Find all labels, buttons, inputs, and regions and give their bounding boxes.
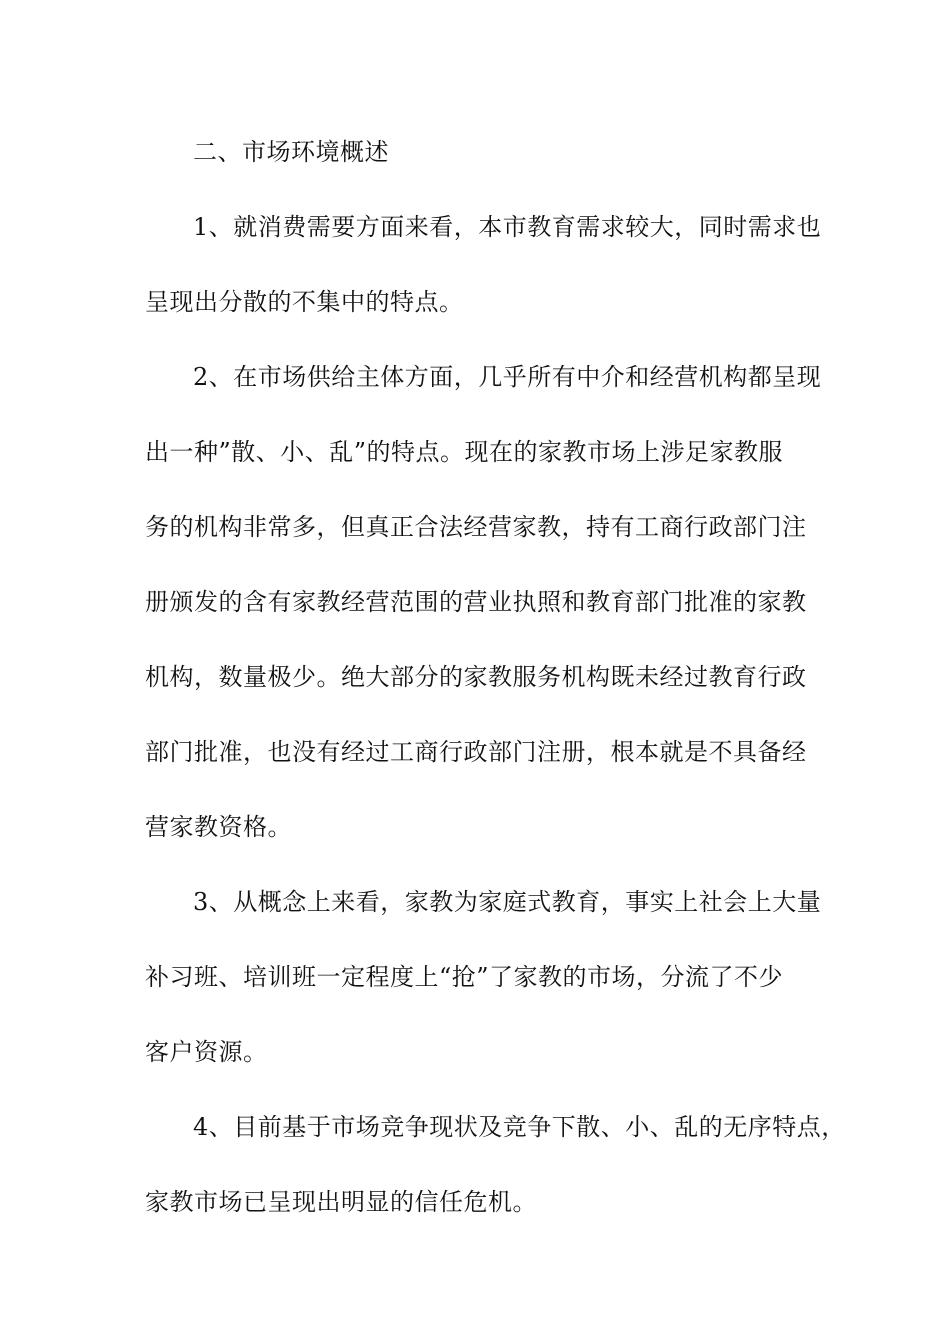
paragraph-3-line-2: 补习班、培训班一定程度上“抢”了家教的市场，分流了不少 [145, 963, 784, 991]
section-heading: 二、市场环境概述 [193, 138, 389, 166]
paragraph-2-line-3: 务的机构非常多，但真正合法经营家教，持有工商行政部门注 [145, 513, 807, 541]
paragraph-2-line-1: 2、在市场供给主体方面，几乎所有中介和经营机构都呈现 [193, 363, 822, 391]
paragraph-2-line-2: 出一种”散、小、乱”的特点。现在的家教市场上涉足家教服 [145, 438, 784, 466]
paragraph-3-line-3: 客户资源。 [145, 1038, 268, 1066]
paragraph-1-line-1: 1、就消费需要方面来看，本市教育需求较大，同时需求也 [193, 213, 822, 241]
paragraph-2-line-7: 营家教资格。 [145, 813, 292, 841]
paragraph-1-line-2: 呈现出分散的不集中的特点。 [145, 288, 464, 316]
paragraph-3-line-1: 3、从概念上来看，家教为家庭式教育，事实上社会上大量 [193, 888, 822, 916]
paragraph-2-line-6: 部门批准，也没有经过工商行政部门注册，根本就是不具备经 [145, 738, 807, 766]
paragraph-4-line-2: 家教市场已呈现出明显的信任危机。 [145, 1188, 537, 1216]
paragraph-2-line-5: 机构，数量极少。绝大部分的家教服务机构既未经过教育行政 [145, 663, 807, 691]
paragraph-4-line-1: 4、目前基于市场竞争现状及竞争下散、小、乱的无序特点， [193, 1113, 846, 1141]
paragraph-2-line-4: 册颁发的含有家教经营范围的营业执照和教育部门批准的家教 [145, 588, 807, 616]
